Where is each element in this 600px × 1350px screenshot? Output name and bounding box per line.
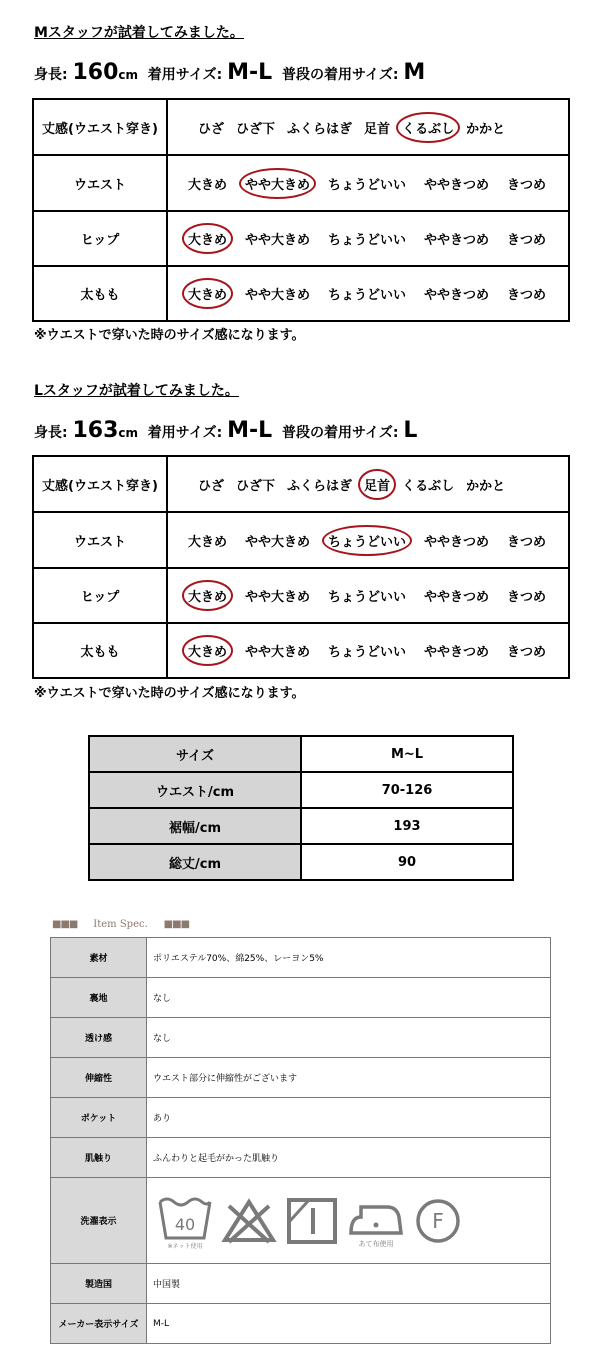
fit-option-selected: くるぶし bbox=[402, 118, 454, 137]
fit-row-hip bbox=[33, 211, 569, 266]
height-unit: cm bbox=[118, 68, 139, 82]
height-label: 身長: bbox=[34, 67, 68, 83]
fit-option: ふくらはぎ bbox=[287, 478, 353, 494]
spec-key: メーカー表示サイズ bbox=[51, 1304, 147, 1344]
item-spec-title: Item Spec. bbox=[93, 919, 148, 930]
fit-options bbox=[168, 586, 568, 605]
size-row-label: 裾幅/cm bbox=[89, 808, 301, 844]
l-staff-note: ※ウエストで穿いた時のサイズ感になります。 bbox=[34, 686, 305, 701]
fit-option: ちょうどいい bbox=[327, 177, 406, 193]
spec-key: 裏地 bbox=[51, 978, 147, 1018]
size-table-row bbox=[89, 808, 513, 844]
fit-row-label: ウエスト bbox=[33, 155, 167, 211]
size-row-label: ウエスト/cm bbox=[89, 772, 301, 808]
fit-option: 足首 bbox=[364, 121, 391, 137]
spec-row bbox=[51, 1058, 551, 1098]
wash-tub-icon bbox=[157, 1192, 213, 1250]
fit-option-selected: やや大きめ bbox=[245, 174, 310, 193]
spec-row bbox=[51, 1138, 551, 1178]
fit-options bbox=[168, 641, 568, 660]
spec-row bbox=[51, 1098, 551, 1138]
wear-size-value: M-L bbox=[227, 60, 273, 85]
l-staff-title: Lスタッフが試着してみました。 bbox=[34, 383, 239, 399]
wear-size-label: 着用サイズ: bbox=[147, 425, 223, 441]
fit-option: ややきつめ bbox=[423, 177, 489, 193]
fit-option: きつめ bbox=[506, 288, 546, 303]
l-staff-stats bbox=[34, 418, 417, 443]
spec-value: ウエスト部分に伸縮性がございます bbox=[147, 1058, 551, 1098]
height-value: 160 bbox=[72, 60, 119, 85]
fit-option: かかと bbox=[466, 121, 506, 137]
spec-key: 製造国 bbox=[51, 1264, 147, 1304]
fit-option: やや大きめ bbox=[244, 288, 310, 303]
m-staff-note: ※ウエストで穿いた時のサイズ感になります。 bbox=[34, 328, 305, 343]
height-unit: cm bbox=[118, 426, 139, 440]
item-spec-heading bbox=[52, 919, 189, 930]
fit-option-selected: 大きめ bbox=[188, 641, 227, 660]
wash-caption: ※ネット使用 bbox=[167, 1242, 203, 1250]
care-labels bbox=[147, 1192, 550, 1250]
fit-option: ひざ下 bbox=[236, 121, 276, 137]
spec-value: M-L bbox=[147, 1304, 551, 1344]
fit-option-selected: 大きめ bbox=[188, 229, 227, 248]
fit-option: ややきつめ bbox=[423, 233, 489, 248]
spec-value: なし bbox=[147, 1018, 551, 1058]
item-spec-table bbox=[50, 937, 551, 1344]
height-value: 163 bbox=[72, 418, 119, 443]
fit-row-label: ヒップ bbox=[33, 568, 167, 623]
line-dry-shade-icon bbox=[285, 1196, 339, 1246]
size-table-row bbox=[89, 844, 513, 880]
spec-row bbox=[51, 978, 551, 1018]
fit-row-label: ウエスト bbox=[33, 512, 167, 568]
spec-value: あり bbox=[147, 1098, 551, 1138]
fit-row-length bbox=[33, 456, 569, 512]
wear-size-label: 着用サイズ: bbox=[147, 67, 223, 83]
fit-option-selected: ちょうどいい bbox=[328, 531, 406, 550]
spec-row bbox=[51, 938, 551, 978]
fit-option: ひざ bbox=[198, 121, 225, 137]
size-row-label: 総丈/cm bbox=[89, 844, 301, 880]
spec-value: 中国製 bbox=[147, 1264, 551, 1304]
fit-option-selected: 大きめ bbox=[188, 284, 227, 303]
spec-value: ふんわりと起毛がかった肌触り bbox=[147, 1138, 551, 1178]
wash-temp: 40 bbox=[174, 1214, 196, 1234]
spec-row-care bbox=[51, 1178, 551, 1264]
m-staff-title: Mスタッフが試着してみました。 bbox=[34, 25, 244, 41]
usual-size-value: M bbox=[403, 60, 426, 85]
fit-row-thigh bbox=[33, 266, 569, 321]
fit-option: くるぶし bbox=[402, 478, 455, 494]
fit-option: やや大きめ bbox=[244, 233, 310, 248]
spec-key: 素材 bbox=[51, 938, 147, 978]
fit-row-waist bbox=[33, 155, 569, 211]
fit-row-label: ヒップ bbox=[33, 211, 167, 266]
fit-option: 大きめ bbox=[188, 534, 228, 550]
fit-option-selected: 大きめ bbox=[188, 586, 227, 605]
fit-option: ちょうどいい bbox=[327, 590, 406, 605]
size-header-label: サイズ bbox=[89, 736, 301, 772]
spec-row bbox=[51, 1304, 551, 1344]
fit-option: ふくらはぎ bbox=[287, 121, 353, 137]
spec-value: なし bbox=[147, 978, 551, 1018]
fit-row-label: 丈感(ウエスト穿き) bbox=[33, 456, 167, 512]
iron-low-icon bbox=[347, 1193, 405, 1249]
dry-clean-letter: F bbox=[432, 1208, 444, 1233]
size-row-value: 70-126 bbox=[301, 772, 513, 808]
usual-size-label: 普段の着用サイズ: bbox=[281, 425, 399, 441]
dry-clean-f-icon bbox=[413, 1196, 463, 1246]
l-staff-fit-table bbox=[32, 455, 570, 679]
fit-options bbox=[168, 229, 568, 248]
fit-option: やや大きめ bbox=[244, 645, 310, 660]
fit-option: 大きめ bbox=[188, 177, 228, 193]
spec-row bbox=[51, 1018, 551, 1058]
fit-option: ややきつめ bbox=[423, 288, 489, 303]
fit-option: ややきつめ bbox=[423, 590, 489, 605]
fit-row-label: 丈感(ウエスト穿き) bbox=[33, 99, 167, 155]
fit-row-waist bbox=[33, 512, 569, 568]
fit-option: きつめ bbox=[506, 534, 546, 550]
fit-option: やや大きめ bbox=[244, 534, 310, 550]
size-table-header bbox=[89, 736, 513, 772]
m-staff-fit-table bbox=[32, 98, 570, 322]
fit-options bbox=[168, 174, 568, 193]
iron-caption: あて布使用 bbox=[358, 1239, 394, 1248]
fit-option: ちょうどいい bbox=[327, 288, 406, 303]
fit-option: ちょうどいい bbox=[327, 645, 406, 660]
fit-option: かかと bbox=[466, 478, 506, 494]
heading-marks-left: ■■■ bbox=[52, 919, 78, 930]
fit-row-label: 太もも bbox=[33, 266, 167, 321]
no-bleach-icon bbox=[221, 1196, 277, 1246]
fit-option: ひざ bbox=[198, 478, 225, 494]
size-row-value: 193 bbox=[301, 808, 513, 844]
size-header-value: M~L bbox=[301, 736, 513, 772]
fit-row-length bbox=[33, 99, 569, 155]
size-table bbox=[88, 735, 514, 881]
fit-option: やや大きめ bbox=[244, 590, 310, 605]
fit-option: ややきつめ bbox=[423, 645, 489, 660]
spec-value: ポリエステル70%、綿25%、レーヨン5% bbox=[147, 938, 551, 978]
fit-option: きつめ bbox=[506, 177, 546, 193]
m-staff-stats bbox=[34, 60, 425, 85]
fit-option-selected: 足首 bbox=[364, 475, 390, 494]
fit-option: きつめ bbox=[506, 233, 546, 248]
usual-size-value: L bbox=[403, 418, 418, 443]
fit-option: きつめ bbox=[506, 645, 546, 660]
height-label: 身長: bbox=[34, 425, 68, 441]
fit-options bbox=[168, 475, 568, 494]
fit-row-hip bbox=[33, 568, 569, 623]
spec-key: 透け感 bbox=[51, 1018, 147, 1058]
fit-options bbox=[168, 118, 568, 137]
spec-key: 伸縮性 bbox=[51, 1058, 147, 1098]
spec-key: 洗濯表示 bbox=[51, 1178, 147, 1264]
spec-key: ポケット bbox=[51, 1098, 147, 1138]
spec-row bbox=[51, 1264, 551, 1304]
fit-options bbox=[168, 531, 568, 550]
fit-options bbox=[168, 284, 568, 303]
fit-option: ひざ下 bbox=[236, 478, 276, 494]
fit-option: ちょうどいい bbox=[327, 233, 406, 248]
fit-row-thigh bbox=[33, 623, 569, 678]
fit-option: ややきつめ bbox=[423, 534, 489, 550]
size-table-row bbox=[89, 772, 513, 808]
size-row-value: 90 bbox=[301, 844, 513, 880]
fit-row-label: 太もも bbox=[33, 623, 167, 678]
wear-size-value: M-L bbox=[227, 418, 273, 443]
usual-size-label: 普段の着用サイズ: bbox=[281, 67, 399, 83]
spec-key: 肌触り bbox=[51, 1138, 147, 1178]
fit-option: きつめ bbox=[506, 590, 546, 605]
heading-marks-right: ■■■ bbox=[163, 919, 190, 930]
